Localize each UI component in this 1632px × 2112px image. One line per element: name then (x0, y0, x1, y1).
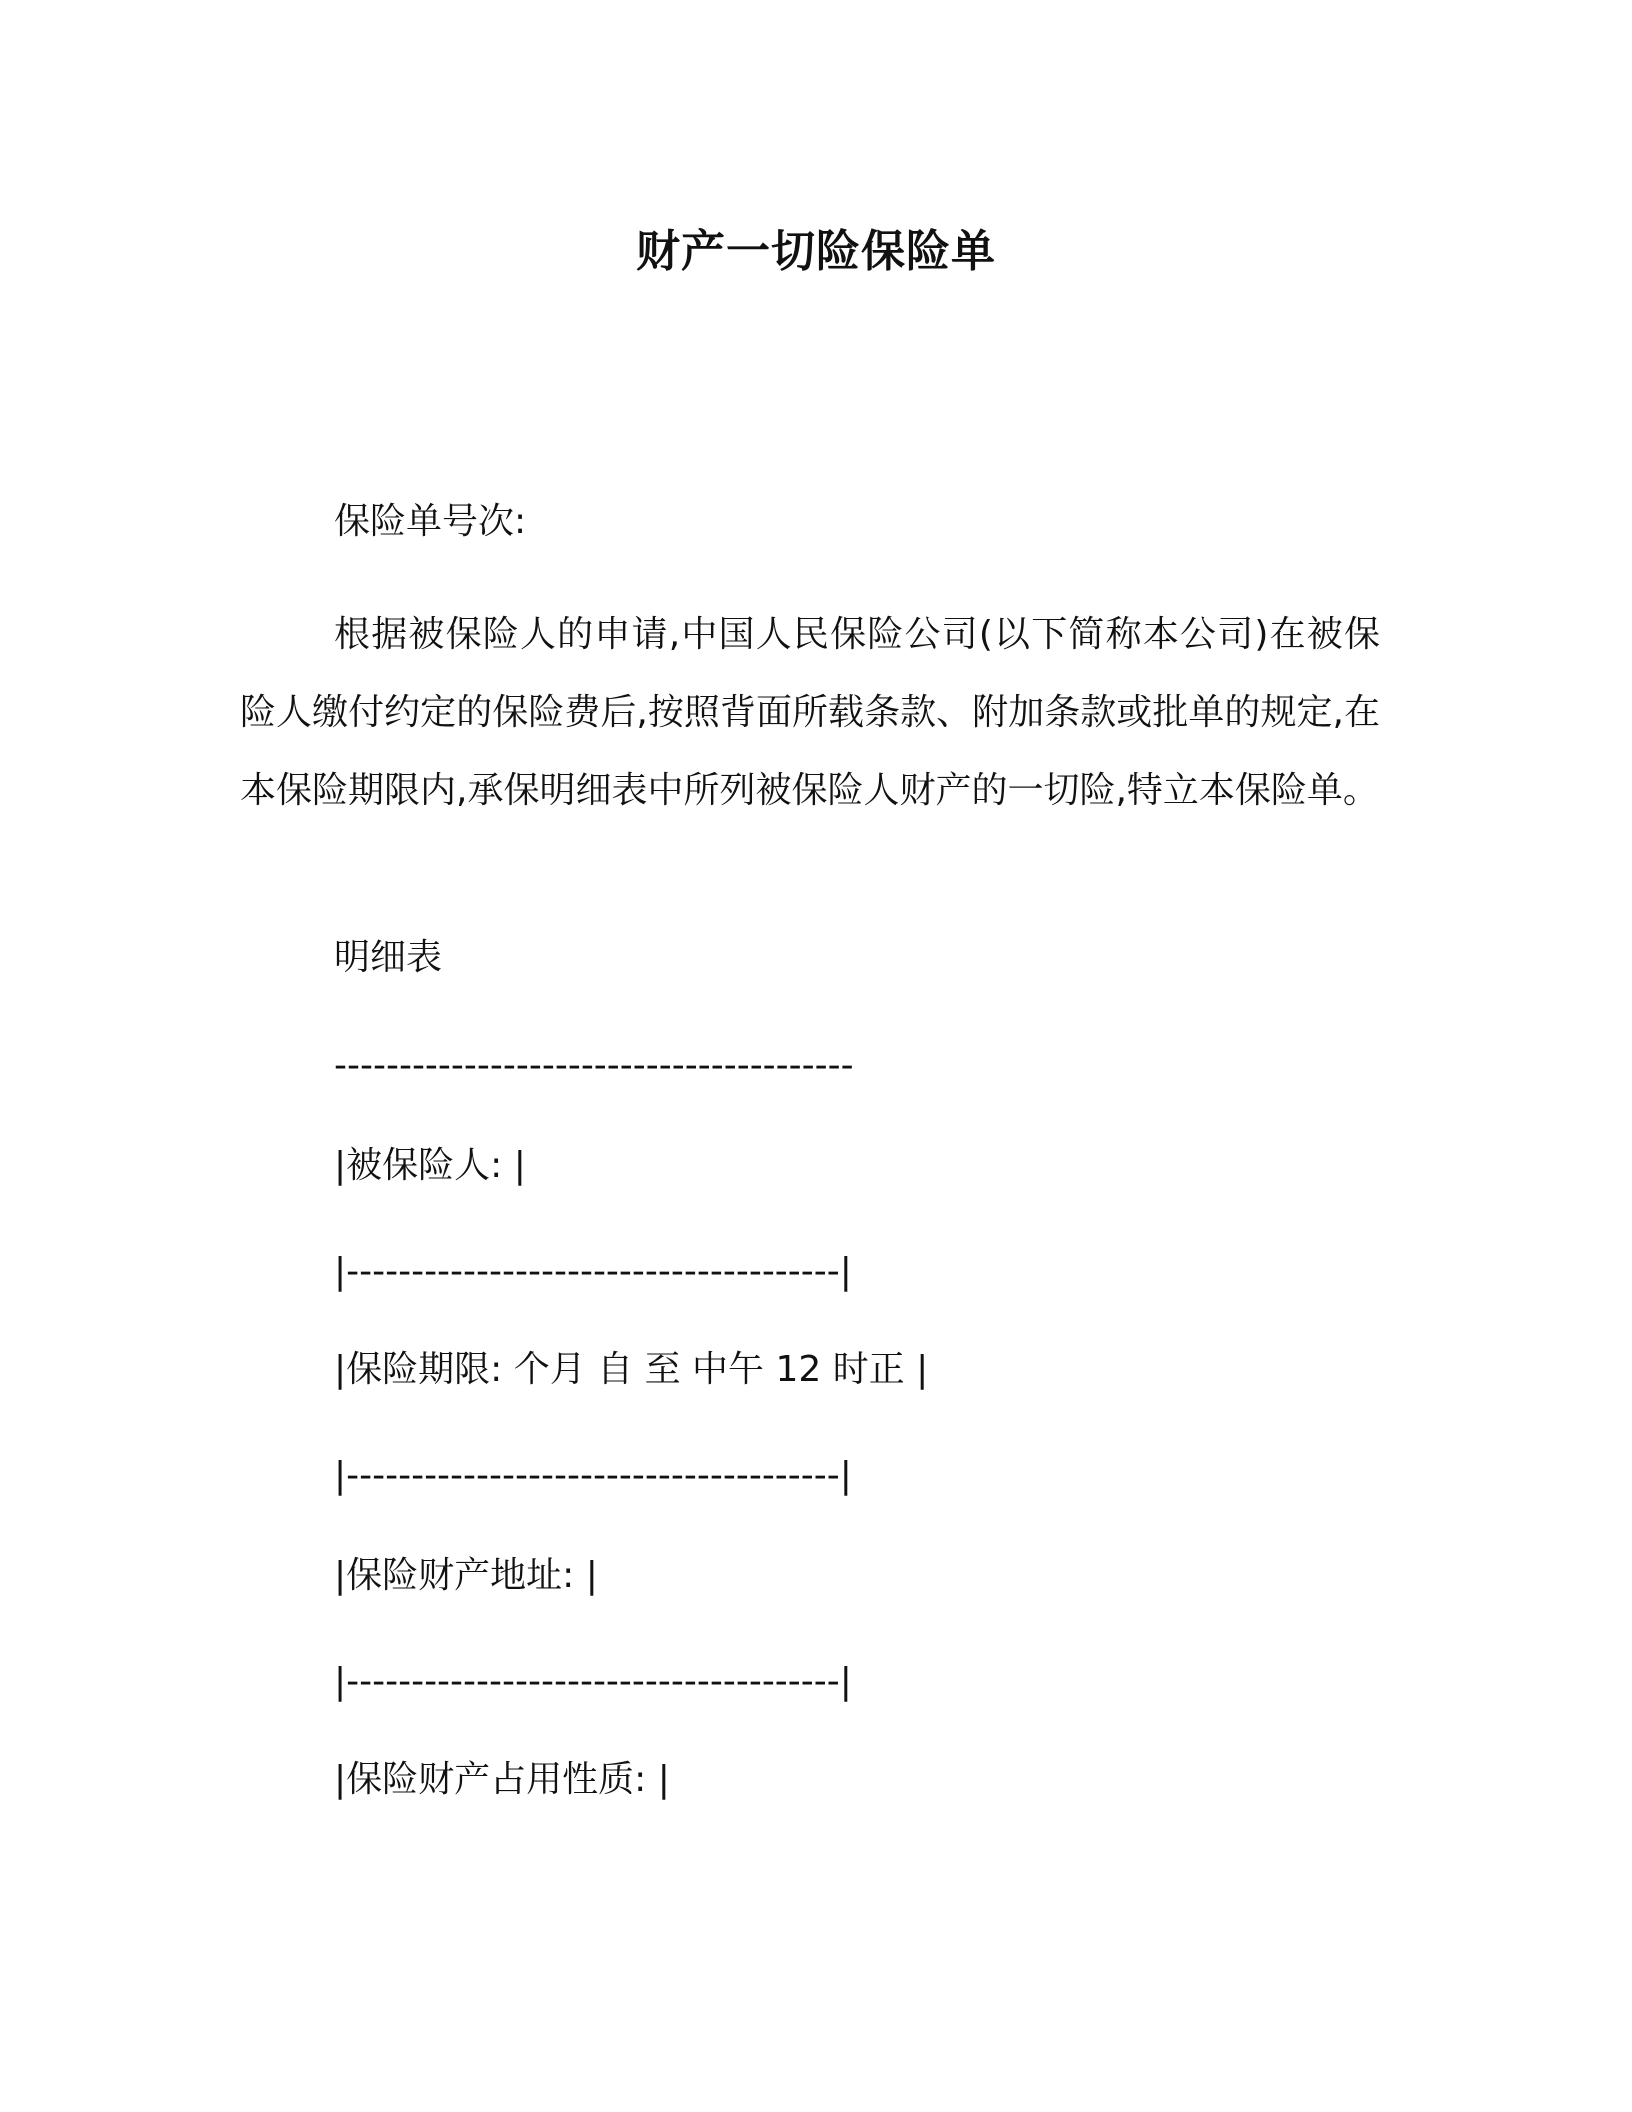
schedule-label: 明细表 (334, 937, 443, 978)
document-title: 财产一切险保险单 (636, 226, 996, 277)
row-separator: |--------------------------------------| (334, 1661, 852, 1702)
row-occupancy: |保险财产占用性质: | (334, 1759, 670, 1800)
row-period: |保险期限: 个月 自 至 中午 12 时正 | (334, 1349, 929, 1390)
row-address: |保险财产地址: | (334, 1555, 598, 1596)
schedule-top-border: ---------------------------------------- (334, 1045, 854, 1086)
intro-paragraph: 根据被保险人的申请,中国人民保险公司(以下简称本公司)在被保险人缴付约定的保险费后,按照背面所载条款、附加条款或批单的规定,在本保险期限内,承保明细表中所列被保险人财产的一切险,特立本保险单。 (240, 614, 1380, 811)
row-insured: |被保险人: | (334, 1145, 526, 1186)
row-separator: |--------------------------------------| (334, 1251, 852, 1292)
policy-number-label: 保险单号次: (334, 501, 527, 542)
row-separator: |--------------------------------------| (334, 1455, 852, 1496)
